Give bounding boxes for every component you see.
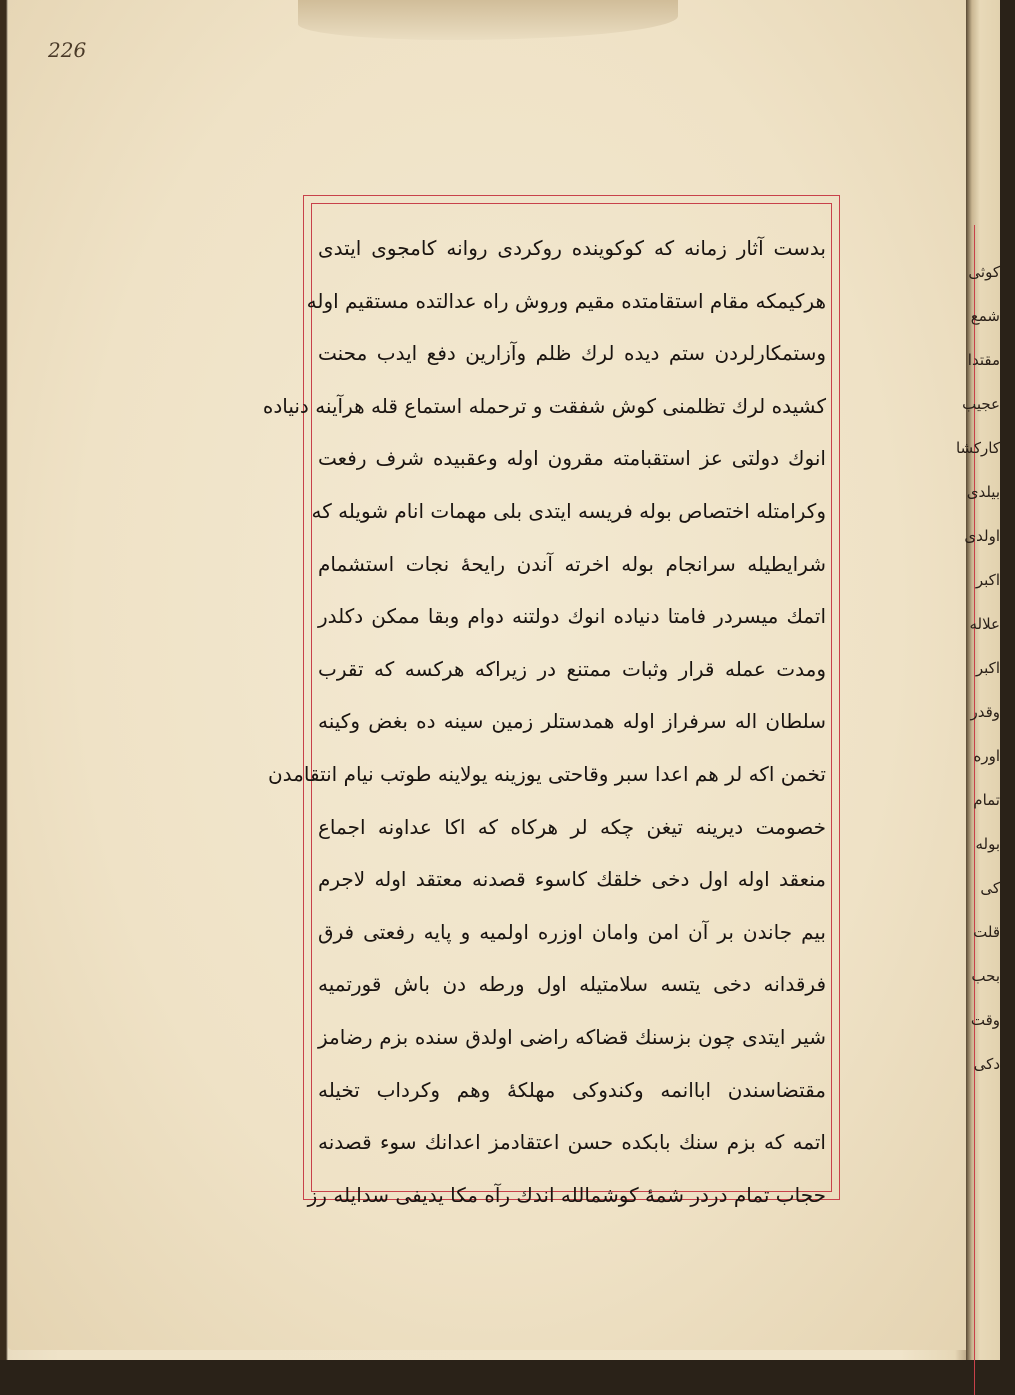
adjacent-text-fragment: کارکشا — [955, 439, 1000, 457]
text-line: اتمك میسردر فامتا دنیاده انوك دولتنه دوام وبقا ممکن دکلدر — [318, 604, 826, 629]
adjacent-text-fragment: علاله — [969, 615, 1000, 633]
adjacent-text-fragment: عجیب — [962, 395, 1000, 413]
adjacent-text-fragment: کوثی — [968, 263, 1000, 281]
adjacent-text-fragment: بحب — [971, 967, 1000, 985]
text-line: بیم جاندن بر آن امن وامان اوزره اولمیه و پایه رفعتی فرق — [318, 919, 826, 944]
adjacent-text-fragment: کی — [980, 879, 1000, 897]
text-line: بدست آثار زمانه که کوکوینده روکردی روانه کامجوی ایتدی — [318, 236, 826, 260]
text-line: شرایطیله سرانجام بوله اخرته آندن رایحهٔ نجات استشمام — [318, 551, 826, 576]
adjacent-text-fragment: قلت — [973, 923, 1000, 941]
adjacent-text-fragment: مقتدا — [967, 351, 1000, 369]
manuscript-text-block — [262, 222, 826, 1207]
adjacent-text-fragment: اوره — [973, 747, 1000, 765]
text-line: وستمکارلردن ستم دیده لرك ظلم وآزارین دفع ایدب محنت — [318, 341, 826, 366]
text-line: کشیده لرك تظلمنی کوش شفقت و ترحمله استماع قله هرآینه دنیاده — [262, 393, 826, 418]
adjacent-text-fragment: بوله — [975, 835, 1000, 853]
text-line: منعقد اوله اول دخی خلقك کاسوء قصدنه معتقد اوله لاجرم — [318, 867, 826, 892]
text-line: مقتضاسندن اباانمه وکندوکی مهلکهٔ وهم وکرداب تخیله — [318, 1077, 826, 1102]
text-line: فرقدانه دخی یتسه سلامتیله اول ورطه دن باش قورتمیه — [318, 972, 826, 997]
adjacent-text-fragment: تمام — [973, 791, 1000, 809]
adjacent-text-fragment: وقدر — [970, 703, 1000, 721]
adjacent-text-fragment: دکی — [973, 1055, 1000, 1073]
adjacent-page-edge — [955, 0, 1000, 1360]
text-line: هرکیمکه مقام استقامتده مقیم وروش راه عدالتده مستقیم اوله — [306, 288, 826, 313]
text-line: شیر ایتدی چون بزسنك قضاکه راضی اولدق سنده بزم رضامز — [318, 1024, 826, 1049]
adjacent-text-fragment: وقت — [970, 1011, 1000, 1029]
folio-number: 226 — [48, 38, 87, 62]
text-line: تخمن اکه لر هم اعدا سبر وقاحتی یوزینه یولاینه طوتب نیام انتقامدن — [267, 761, 826, 786]
text-line: سلطان اله سرفراز اوله همدستلر زمین سینه ده بغض وکینه — [318, 709, 826, 734]
adjacent-text-fragment: بیلدی — [966, 483, 1000, 501]
text-line: وکرامتله اختصاص بوله فریسه ایتدی بلی مهمات انام شویله که — [311, 498, 826, 523]
adjacent-text-fragment: اولدی — [964, 527, 1000, 545]
adjacent-text-fragment: شمع — [970, 307, 1000, 325]
page-stain — [298, 0, 678, 40]
adjacent-page-text — [955, 250, 1000, 1086]
text-line: اتمه که بزم سنك بابکده حسن اعتقادمز اعدانك سوء قصدنه — [318, 1130, 826, 1155]
adjacent-text-fragment: اکبر — [975, 659, 1000, 677]
adjacent-text-fragment: اکبر — [975, 571, 1000, 589]
text-line: ومدت عمله قرار وثبات ممتنع در زیراکه هرکسه که تقرب — [318, 656, 826, 681]
text-line: خصومت دیرینه تیغن چکه لر هرکاه که اکا عداونه اجماع — [318, 814, 826, 839]
text-line: انوك دولتی عز استقبامته مقرون اوله وعقبیده شرف رفعت — [318, 446, 826, 471]
text-line: حجاب تمام دردر شمهٔ کوشمالله اندك رآه مکا یدیفی سدایله رز — [307, 1182, 826, 1207]
